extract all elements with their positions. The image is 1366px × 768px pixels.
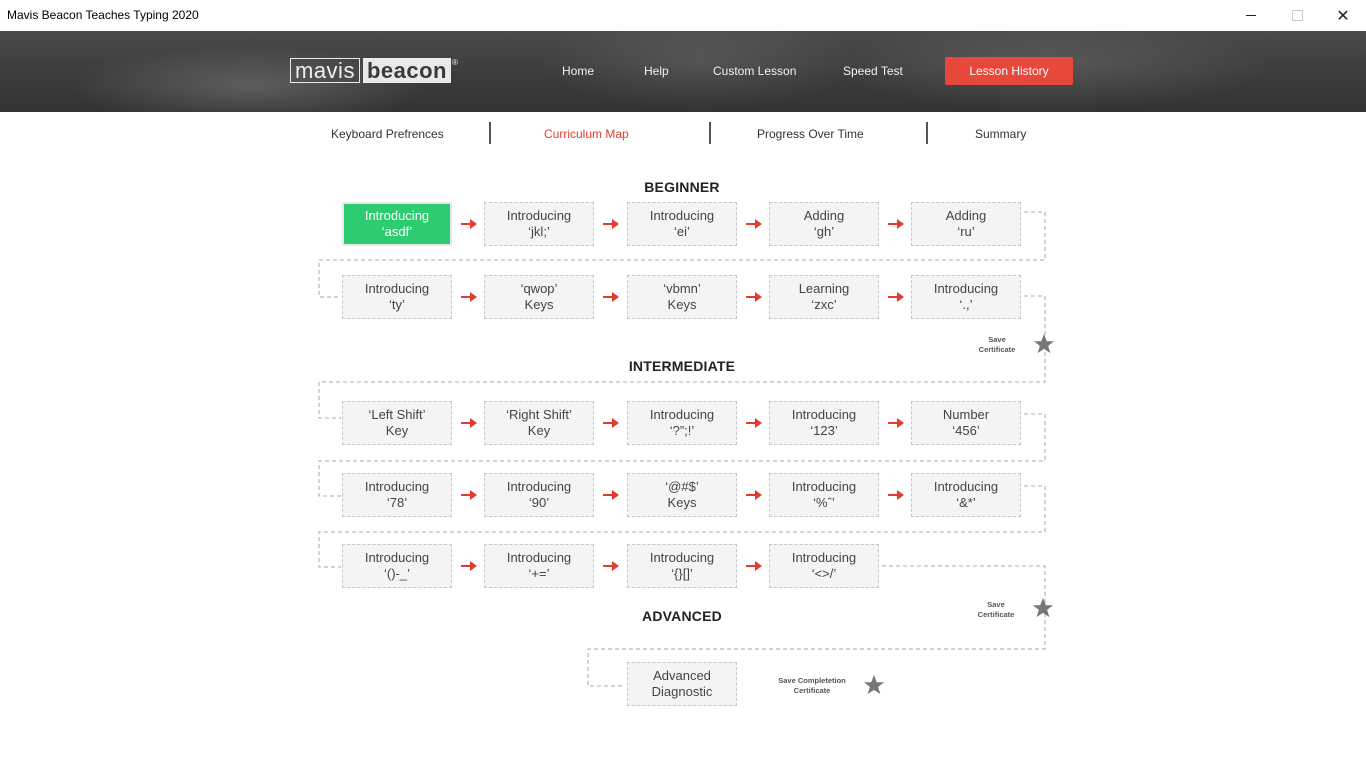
lesson-tile[interactable] [342,202,452,246]
lesson-tile[interactable] [627,401,737,445]
star-icon[interactable] [1033,333,1055,355]
window-title: Mavis Beacon Teaches Typing 2020 [7,8,199,22]
tab-progress-over-time[interactable]: Progress Over Time [757,127,864,141]
lesson-subtitle: ‘ru’ [957,224,975,239]
lesson-tile[interactable] [627,544,737,588]
lesson-tile[interactable] [911,202,1021,246]
lesson-title: ‘@#$’ [665,479,699,494]
lesson-subtitle: Diagnostic [651,684,713,699]
lesson-tile[interactable] [769,473,879,517]
lesson-tile[interactable] [484,473,594,517]
lesson-subtitle: ‘ty’ [389,297,405,312]
lesson-tile[interactable] [342,275,452,319]
arrow-right-icon [461,417,477,429]
arrow-right-icon [603,489,619,501]
section-advanced: ADVANCED [642,608,722,624]
tab-summary[interactable]: Summary [975,127,1027,141]
lesson-title: Introducing [506,208,572,223]
nav-home[interactable]: Home [562,64,595,78]
lesson-tile[interactable] [769,202,879,246]
lesson-subtitle: ‘90’ [528,495,550,510]
lesson-title: Introducing [649,208,715,223]
lesson-tile[interactable] [769,401,879,445]
registered-mark: ® [451,58,458,67]
lesson-subtitle: Key [385,423,409,438]
lesson-tile[interactable] [911,275,1021,319]
lesson-tile[interactable] [769,544,879,588]
star-icon[interactable] [1032,597,1054,619]
lesson-subtitle: ‘ei’ [674,224,690,239]
lesson-title: Introducing [364,479,430,494]
lesson-title: Introducing [506,550,572,565]
section-beginner: BEGINNER [644,179,720,195]
arrow-right-icon [603,560,619,572]
lesson-title: Introducing [649,407,715,422]
logo-text-right: beacon [363,58,451,83]
tab-curriculum-map[interactable]: Curriculum Map [544,127,629,141]
save-certificate-label[interactable] [962,335,1032,355]
cert-line1: Save Completetion [778,676,846,685]
lesson-title: Introducing [791,479,857,494]
lesson-tile[interactable] [484,544,594,588]
lesson-history-button[interactable]: Lesson History [945,57,1073,85]
save-certificate-label[interactable] [961,600,1031,620]
lesson-title: ‘vbmn’ [663,281,701,296]
close-icon: ✕ [1336,7,1350,25]
lesson-subtitle: ‘jkl;’ [528,224,550,239]
lesson-tile[interactable] [484,401,594,445]
lesson-tile[interactable] [342,473,452,517]
arrow-right-icon [888,218,904,230]
arrow-right-icon [461,218,477,230]
arrow-right-icon [746,560,762,572]
lesson-title: Introducing [933,281,999,296]
lesson-title: ‘Right Shift’ [506,407,572,422]
arrow-right-icon [888,291,904,303]
lesson-subtitle: ‘&*’ [956,495,976,510]
lesson-tile-advanced-diagnostic[interactable] [627,662,737,706]
lesson-subtitle: Key [527,423,551,438]
lesson-subtitle: Keys [667,297,697,312]
lesson-title: Learning [798,281,850,296]
tab-keyboard-preferences[interactable]: Keyboard Prefrences [331,127,444,141]
lesson-subtitle: Keys [524,297,554,312]
lesson-title: Introducing [506,479,572,494]
arrow-right-icon [461,560,477,572]
arrow-right-icon [888,489,904,501]
lesson-subtitle: ‘<>/’ [811,566,837,581]
arrow-right-icon [603,291,619,303]
arrow-right-icon [746,218,762,230]
arrow-right-icon [603,417,619,429]
lesson-subtitle: ‘.,’ [959,297,973,312]
lesson-subtitle: Keys [667,495,697,510]
lesson-tile[interactable] [342,544,452,588]
lesson-title: Introducing [364,550,430,565]
lesson-subtitle: ‘asdf’ [381,224,413,239]
lesson-subtitle: ‘?”;!’ [669,423,695,438]
lesson-title: Number [942,407,990,422]
lesson-title: Introducing [791,550,857,565]
lesson-tile[interactable] [627,473,737,517]
lesson-subtitle: ‘+=’ [528,566,550,581]
lesson-title: Advanced [653,668,711,683]
lesson-subtitle: ‘%ˆ’ [813,495,835,510]
nav-help[interactable]: Help [644,64,669,78]
lesson-tile[interactable] [484,275,594,319]
lesson-title: Introducing [933,479,999,494]
cert-line2: Certificate [793,686,831,695]
arrow-right-icon [746,489,762,501]
lesson-subtitle: ‘zxc’ [811,297,837,312]
arrow-right-icon [461,291,477,303]
arrow-right-icon [746,417,762,429]
lesson-title: Introducing [364,281,430,296]
lesson-title: Introducing [649,550,715,565]
nav-custom-lesson[interactable]: Custom Lesson [713,64,797,78]
logo-text-left: mavis [290,58,360,83]
arrow-right-icon [603,218,619,230]
nav-speed-test[interactable]: Speed Test [843,64,903,78]
lesson-title: Introducing [791,407,857,422]
cert-line2: Certificate [977,610,1015,619]
lesson-tile[interactable] [627,275,737,319]
cert-line1: Save [988,335,1006,344]
lesson-tile[interactable] [342,401,452,445]
lesson-title: ‘qwop’ [520,281,558,296]
lesson-subtitle: ‘{}[]’ [671,566,693,581]
lesson-title: ‘Left Shift’ [368,407,426,422]
lesson-title: Adding [803,208,845,223]
arrow-right-icon [746,291,762,303]
lesson-subtitle: ‘gh’ [813,224,835,239]
section-intermediate: INTERMEDIATE [628,358,736,374]
lesson-tile[interactable] [911,401,1021,445]
lesson-subtitle: ‘()-_’ [384,566,410,581]
lesson-title: Adding [945,208,987,223]
star-icon[interactable] [863,674,885,696]
lesson-subtitle: ‘123’ [810,423,838,438]
save-completion-certificate-label[interactable] [767,676,857,696]
lesson-subtitle: ‘456’ [952,423,980,438]
arrow-right-icon [888,417,904,429]
lesson-tile[interactable] [484,202,594,246]
lesson-title: Introducing [364,208,430,223]
lesson-subtitle: ‘78’ [386,495,408,510]
lesson-tile[interactable] [627,202,737,246]
lesson-tile[interactable] [769,275,879,319]
arrow-right-icon [461,489,477,501]
cert-line1: Save [987,600,1005,609]
cert-line2: Certificate [978,345,1016,354]
lesson-tile[interactable] [911,473,1021,517]
